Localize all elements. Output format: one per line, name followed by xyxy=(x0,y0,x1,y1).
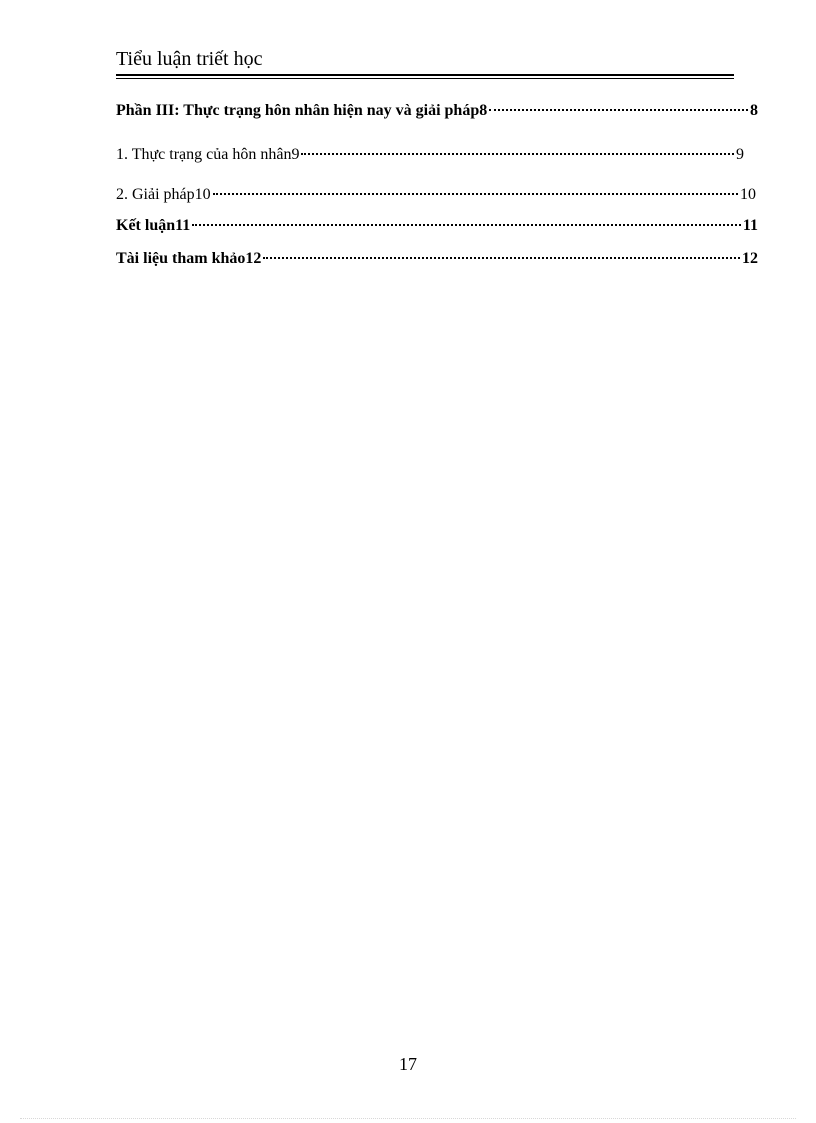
toc-entry-label: 2. Giải pháp10 xyxy=(116,186,211,203)
header-title: Tiểu luận triết học xyxy=(116,48,263,70)
toc-dot-leader xyxy=(192,224,741,226)
toc-dot-leader xyxy=(301,153,734,155)
toc-entry[interactable] xyxy=(116,146,744,164)
toc-dot-leader xyxy=(213,193,738,195)
page-bottom-edge xyxy=(20,1118,796,1119)
toc-entry-label: Kết luận11 xyxy=(116,217,191,234)
page-header xyxy=(116,46,734,79)
toc-entry[interactable] xyxy=(116,102,758,120)
toc-entry-page: 10 xyxy=(740,186,756,203)
toc-entry[interactable] xyxy=(116,217,758,235)
toc-entry-label: 1. Thực trạng của hôn nhân9 xyxy=(116,146,300,163)
toc-entry-page: 12 xyxy=(742,250,758,267)
toc-entry-label: Phần III: Thực trạng hôn nhân hiện nay và giải pháp8 xyxy=(116,102,488,119)
toc-entry[interactable] xyxy=(116,250,758,268)
toc-entry-page: 11 xyxy=(742,217,758,234)
toc-dot-leader xyxy=(263,257,740,259)
toc-entry-page: 8 xyxy=(750,102,758,119)
toc-entry[interactable] xyxy=(116,186,756,204)
page-number: 17 xyxy=(399,1054,417,1074)
toc-dot-leader xyxy=(489,109,748,111)
toc-entry-label: Tài liệu tham khảo12 xyxy=(116,250,262,267)
header-rule xyxy=(116,74,734,79)
toc-entry-page: 9 xyxy=(736,146,744,163)
